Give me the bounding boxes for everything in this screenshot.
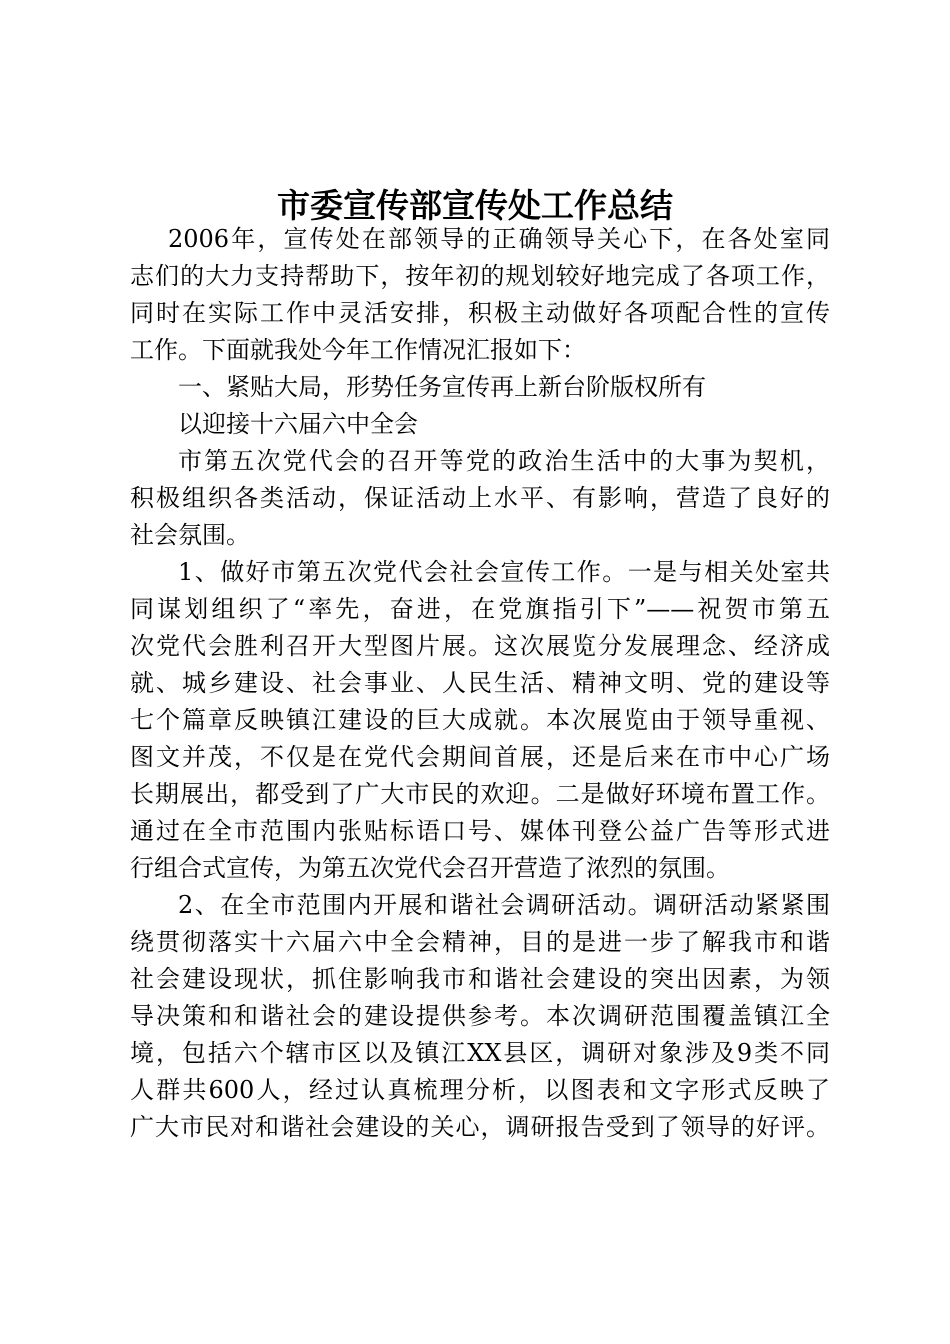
text-line: 积极组织各类活动，保证活动上水平、有影响，营造了良好的 xyxy=(130,484,830,512)
text-line: 1、做好市第五次党代会社会宣传工作。一是与相关处室共 xyxy=(178,558,830,586)
text-line: 2、在全市范围内开展和谐社会调研活动。调研活动紧紧围 xyxy=(178,891,830,919)
text-line: 人群共600人，经过认真梳理分析，以图表和文字形式反映了 xyxy=(130,1076,830,1104)
text-line: 次党代会胜利召开大型图片展。这次展览分发展理念、经济成 xyxy=(130,632,830,660)
text-line: 境，包括六个辖市区以及镇江XX县区，调研对象涉及9类不同 xyxy=(130,1039,830,1067)
text-line: 图文并茂，不仅是在党代会期间首展，还是后来在市中心广场 xyxy=(130,743,830,771)
text-line: 工作。下面就我处今年工作情况汇报如下： xyxy=(130,336,586,364)
document-title: 市委宣传部宣传处工作总结 xyxy=(277,186,673,225)
text-line: 同谋划组织了“率先，奋进，在党旗指引下”——祝贺市第五 xyxy=(130,595,830,623)
text-line: 通过在全市范围内张贴标语口号、媒体刊登公益广告等形式进 xyxy=(130,817,830,845)
text-line: 社会建设现状，抓住影响我市和谐社会建设的突出因素，为领 xyxy=(130,965,830,993)
text-line: 社会氛围。 xyxy=(130,521,250,549)
text-line: 广大市民对和谐社会建设的关心，调研报告受到了领导的好评。 xyxy=(130,1113,830,1141)
text-line: 同时在实际工作中灵活安排，积极主动做好各项配合性的宣传 xyxy=(130,299,830,327)
text-line: 市第五次党代会的召开等党的政治生活中的大事为契机， xyxy=(178,447,830,475)
text-line: 2006年，宣传处在部领导的正确领导关心下，在各处室同 xyxy=(168,225,830,253)
text-line: 行组合式宣传，为第五次党代会召开营造了浓烈的氛围。 xyxy=(130,854,730,882)
text-line: 志们的大力支持帮助下，按年初的规划较好地完成了各项工作， xyxy=(130,262,830,290)
text-line: 绕贯彻落实十六届六中全会精神，目的是进一步了解我市和谐 xyxy=(130,928,830,956)
section-heading: 一、紧贴大局，形势任务宣传再上新台阶版权所有 xyxy=(178,373,706,401)
text-line: 就、城乡建设、社会事业、人民生活、精神文明、党的建设等 xyxy=(130,669,830,697)
text-line: 长期展出，都受到了广大市民的欢迎。二是做好环境布置工作。 xyxy=(130,780,830,808)
text-line: 七个篇章反映镇江建设的巨大成就。本次展览由于领导重视、 xyxy=(130,706,830,734)
text-line: 以迎接十六届六中全会 xyxy=(178,410,418,438)
text-line: 导决策和和谐社会的建设提供参考。本次调研范围覆盖镇江全 xyxy=(130,1002,830,1030)
